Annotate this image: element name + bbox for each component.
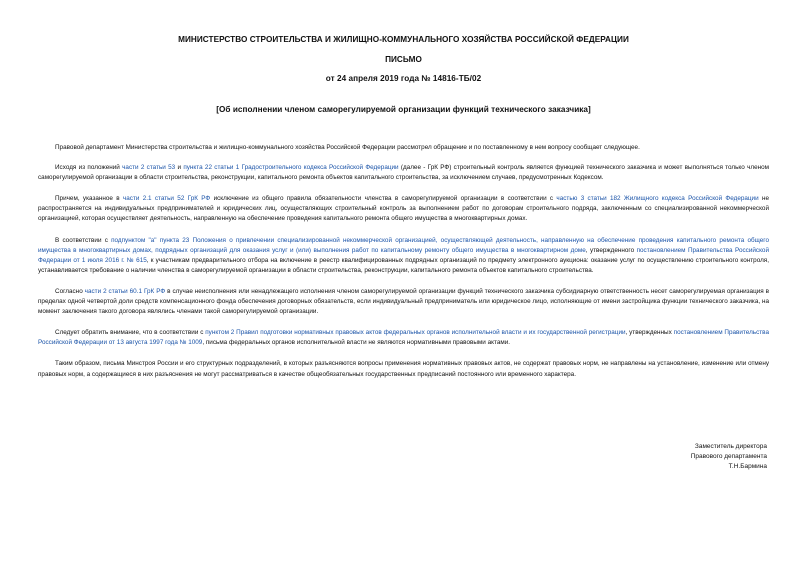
- text-segment: Исходя из положений: [55, 164, 123, 172]
- text-segment: Следует обратить внимание, что в соответствии с: [55, 329, 206, 337]
- link-regulation-23[interactable]: подпунктом "а" пункта 23 Положения о привлечении специализированной некоммерческой организацией, осуществляющей деятельность, направленную на обеспечение проведения капитального ремонта общего имущества в многоквартирных домах, подрядных организаций для оказания услуг и (или) выполнения работ по капитальному ремонту общего имущества в многоквартирном доме: [38, 236, 769, 254]
- text-segment: не распространяется на индивидуальных предпринимателей и юридических лиц, осуществляющих строительный контроль за выполнением работ по договорам строительного подряда, заключенным со специализированной некоммерческой организацией, которая осуществляет деятельность, направленную на обеспечение проведения капитального ремонта общего имущества в многоквартирных домах.: [38, 195, 769, 223]
- text-segment: в случае неисполнения или ненадлежащего исполнения членом саморегулируемой организации функций технического заказчика субсидиарную ответственность несет саморегулируемая организация в пределах одной четвертой доли средств компенсационного фонда обеспечения договорных обязательств, если индивидуальный предприниматель или юридическое лицо, исполняющие от имени застройщика функции технического заказчика, на момент заключения такого договора являлись членами такой саморегулируемой организации.: [38, 287, 770, 316]
- link-resolution-1009[interactable]: постановлением Правительства Российской Федерации от 13 августа 1997 года № 1009: [38, 329, 769, 347]
- link-grk-60-1[interactable]: части 2 статьи 60.1 ГрК РФ: [84, 287, 166, 295]
- signature-position: Заместитель директора: [694, 443, 767, 450]
- text-segment: (далее - ГрК РФ) строительный контроль является функцией технического заказчика и может выполняться только членом саморегулируемой организации в области строительства, реконструкции, капитального ремонта объектов капитального строительства, за исключением случаев, предусмотренных Кодексом.: [38, 164, 769, 182]
- paragraph-intro: Правовой департамент Министерства строительства и жилищно-коммунального хозяйства Российской Федерации рассмотрел обращение и по поставленному в нем вопросу сообщает следующее.: [55, 144, 640, 151]
- text-segment: , утвержденного: [585, 246, 637, 254]
- text-segment: , утвержденных: [625, 329, 674, 337]
- text-segment: исключение из общего правила обязательности членства в саморегулируемой организации в соответствии с: [210, 195, 557, 203]
- document-body: [38, 143, 769, 391]
- paragraph-conclusion: Таким образом, письма Минстроя России и его структурных подразделений, в которых разъясняются вопросы применения нормативных правовых актов, не содержат правовых норм, не направлены на установление, изменение или отмену правовых норм, а содержащиеся в них разъяснения не могут рассматриваться в качестве общеобязательных государственных предписаний постоянного или временного характера.: [38, 360, 769, 378]
- link-grk-1[interactable]: пункта 22 статьи 1 Градостроительного кодекса Российской Федерации: [183, 164, 399, 172]
- signature-department: Правового департамента: [690, 453, 767, 460]
- link-grk-52[interactable]: части 2.1 статьи 52 ГрК РФ: [122, 195, 211, 203]
- text-segment: , к участникам предварительного отбора на включение в реестр квалифицированных подрядных организаций по предмету электронного аукциона: оказание услуг по осуществлению строительного контроля, устанавливается требование о наличии членства в саморегулируемой организации в области строительства, реконструкции, капитального ремонта объектов капитального строительства.: [38, 256, 769, 274]
- link-resolution-615[interactable]: постановлением Правительства Российской Федерации от 1 июля 2016 г. № 615: [38, 246, 770, 264]
- date-number: от 24 апреля 2019 года № 14816-ТБ/02: [325, 74, 482, 83]
- paragraph-2: [38, 163, 769, 183]
- paragraph-4: [38, 236, 769, 276]
- link-rules-2[interactable]: пунктом 2 Правил подготовки нормативных правовых актов федеральных органов исполнительной власти и их государственной регистрации: [205, 329, 626, 337]
- text-segment: , письма федеральных органов исполнительной власти не являются нормативными правовыми актами.: [202, 339, 511, 347]
- text-segment: В соответствии с: [55, 236, 112, 244]
- paragraph-6: [38, 328, 769, 348]
- ministry-heading: МИНИСТЕРСТВО СТРОИТЕЛЬСТВА И ЖИЛИЩНО-КОММУНАЛЬНОГО ХОЗЯЙСТВА РОССИЙСКОЙ ФЕДЕРАЦИИ: [178, 35, 629, 44]
- link-grk-53[interactable]: части 2 статьи 53: [122, 164, 176, 172]
- text-segment: Согласно: [55, 287, 85, 295]
- paragraph-3: [38, 194, 769, 224]
- link-zhk-182[interactable]: частью 3 статьи 182 Жилищного кодекса Российской Федерации: [556, 195, 759, 203]
- text-segment: Причем, указанное в: [55, 195, 123, 203]
- signature-block: [691, 442, 767, 472]
- document-subject: [Об исполнении членом саморегулируемой организации функций технического заказчика]: [216, 105, 591, 114]
- signature-name: Т.Н.Бармина: [728, 463, 767, 470]
- document-type: ПИСЬМО: [385, 55, 422, 64]
- text-segment: и: [175, 164, 184, 172]
- paragraph-5: [38, 287, 769, 317]
